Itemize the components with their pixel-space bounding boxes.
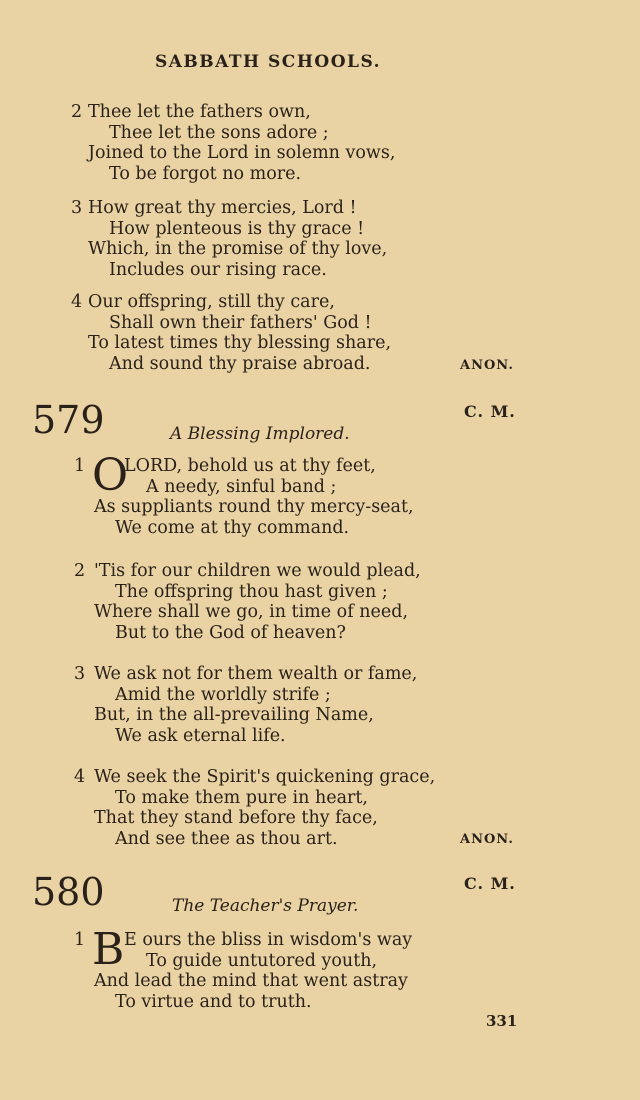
verse-line: As suppliants round thy mercy-seat, [94,497,414,518]
hymn-number: 579 [32,398,105,442]
verse-line: How great thy mercies, Lord ! [88,198,357,218]
verse-line: A needy, sinful band ; [146,476,337,497]
stanza-2-579 [74,561,421,643]
hymn-number: 580 [32,870,105,914]
verse-line: Includes our rising race. [109,259,327,280]
verse-line: Thee let the fathers own, [88,102,311,122]
stanza-3-579 [74,664,418,746]
verse-line: Where shall we go, in time of need, [94,602,409,623]
hymn-meter: C. M. [464,874,516,893]
stanza-number: 2 [74,561,86,581]
verse-line: We come at thy command. [115,517,350,538]
stanza-4-579 [74,767,436,849]
running-header: SABBATH SCHOOLS. [154,52,382,72]
verse-line: The offspring thou hast given ; [115,581,388,602]
stanza-number: 4 [71,292,83,312]
stanza-number: 3 [71,198,83,218]
stanza-number: 1 [74,456,86,476]
verse-line: And sound thy praise abroad. [109,353,371,374]
verse-line: 'Tis for our children we would plead, [94,561,421,581]
verse-line: And see thee as thou art. [115,828,338,849]
author-attribution: ANON. [460,832,514,847]
verse-line: We seek the Spirit's quickening grace, [94,767,436,787]
verse-line: But to the God of heaven? [115,622,346,643]
stanza-number: 3 [74,664,86,684]
verse-line: Shall own their fathers' God ! [109,312,372,333]
stanza-3-top [71,198,388,280]
hymn-meter: C. M. [464,402,516,421]
verse-line: Joined to the Lord in solemn vows, [88,143,396,164]
verse-line: To be forgot no more. [109,163,302,184]
stanza-number: 2 [71,102,83,122]
verse-line: That they stand before thy face, [94,808,378,829]
verse-line: To virtue and to truth. [115,991,312,1012]
stanza-1-580 [74,924,413,1012]
verse-line: Amid the worldly strife ; [115,684,331,705]
verse-line: We ask eternal life. [115,725,286,746]
drop-capital: B [92,924,125,975]
verse-line: And lead the mind that went astray [94,971,408,992]
verse-line: LORD, behold us at thy feet, [124,456,376,476]
stanza-number: 1 [74,930,86,950]
hymn-title: A Blessing Implored. [170,424,350,444]
verse-line: But, in the all-prevailing Name, [94,705,374,726]
verse-line: We ask not for them wealth or fame, [94,664,418,684]
verse-line: To make them pure in heart, [115,787,368,808]
verse-line: E ours the bliss in wisdom's way [124,930,413,950]
verse-line: Which, in the promise of thy love, [88,239,388,260]
page-number: 331 [486,1012,518,1030]
verse-line: Our offspring, still thy care, [88,292,335,312]
stanza-number: 4 [74,767,86,787]
verse-line: Thee let the sons adore ; [109,122,329,143]
verse-line: How plenteous is thy grace ! [109,218,365,239]
drop-capital: O [92,450,129,501]
stanza-2-top [71,102,396,184]
verse-line: To guide untutored youth, [146,950,378,971]
author-attribution: ANON. [460,358,514,373]
verse-line: To latest times thy blessing share, [88,333,392,354]
stanza-4-top [71,292,392,374]
stanza-1-579 [74,450,414,538]
hymn-title: The Teacher's Prayer. [172,896,359,916]
